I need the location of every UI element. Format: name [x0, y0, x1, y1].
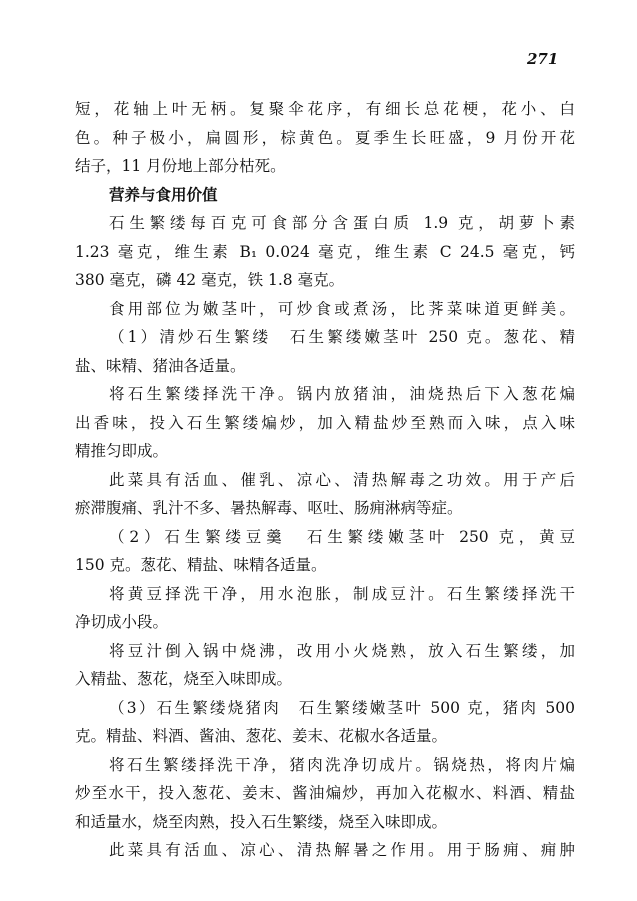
body-text [75, 95, 575, 865]
text-line: 出香味，投入石生繁缕煸炒，加入精盐炒至熟而入味，点入味 [75, 413, 575, 432]
text-line: 将石生繁缕择洗干净，猪肉洗净切成片。锅烧热，将肉片煸 [109, 755, 575, 774]
text-line: 此菜具有活血、催乳、凉心、清热解毒之功效。用于产后 [109, 470, 575, 489]
text-line: 将黄豆择洗干净，用水泡胀，制成豆汁。石生繁缕择洗干 [109, 584, 575, 603]
text-line: （1）清炒石生繁缕 石生繁缕嫩茎叶 250 克。葱花、精 [109, 328, 575, 346]
text-line: （3）石生繁缕烧猪肉 石生繁缕嫩茎叶 500 克，猪肉 500 [109, 698, 575, 717]
text-line: 食用部位为嫩茎叶，可炒食或煮汤，比荠菜味道更鲜美。 [109, 299, 575, 318]
text-line: 瘀滞腹痛、乳汁不多、暑热解毒、呕吐、肠痈淋病等症。 [75, 499, 463, 517]
text-line: 150 克。葱花、精盐、味精各适量。 [75, 556, 327, 574]
text-line: 结子，11 月份地上部分枯死。 [75, 157, 286, 175]
text-line: 石生繁缕每百克可食部分含蛋白质 1.9 克，胡萝卜素 [109, 214, 575, 232]
text-line: 380 毫克，磷 42 毫克，铁 1.8 毫克。 [75, 271, 345, 289]
text-line: 盐、味精、猪油各适量。 [75, 356, 246, 375]
text-line: 1.23 毫克，维生素 B₁ 0.024 毫克，维生素 C 24.5 毫克，钙 [75, 242, 575, 261]
text-line: 炒至水干，投入葱花、姜末、酱油煸炒，再加入花椒水、料酒、精盐 [75, 784, 575, 802]
text-line: 精推匀即成。 [75, 442, 169, 460]
text-line: 净切成小段。 [75, 613, 169, 631]
text-line: 将石生繁缕择洗干净。锅内放猪油，油烧热后下入葱花煸 [109, 385, 575, 403]
text-line: 此菜具有活血、凉心、清热解暑之作用。用于肠痈、痈肿 [109, 841, 575, 859]
text-line: 和适量水，烧至肉熟，投入石生繁缕，烧至入味即成。 [75, 812, 448, 831]
text-line: （2）石生繁缕豆羹 石生繁缕嫩茎叶 250 克，黄豆 [109, 527, 575, 546]
text-line: 短，花轴上叶无柄。复聚伞花序，有细长总花梗，花小、白 [75, 100, 575, 118]
text-line: 入精盐、葱花，烧至入味即成。 [75, 670, 293, 688]
text-line: 色。种子极小，扁圆形，棕黄色。夏季生长旺盛，9 月份开花 [75, 128, 575, 147]
text-line: 将豆汁倒入锅中烧沸，改用小火烧熟，放入石生繁缕，加 [109, 641, 575, 660]
section-heading: 营养与食用价值 [109, 185, 218, 204]
page-number: 271 [527, 50, 559, 68]
text-line: 克。精盐、料酒、酱油、葱花、姜末、花椒水各适量。 [75, 727, 448, 745]
